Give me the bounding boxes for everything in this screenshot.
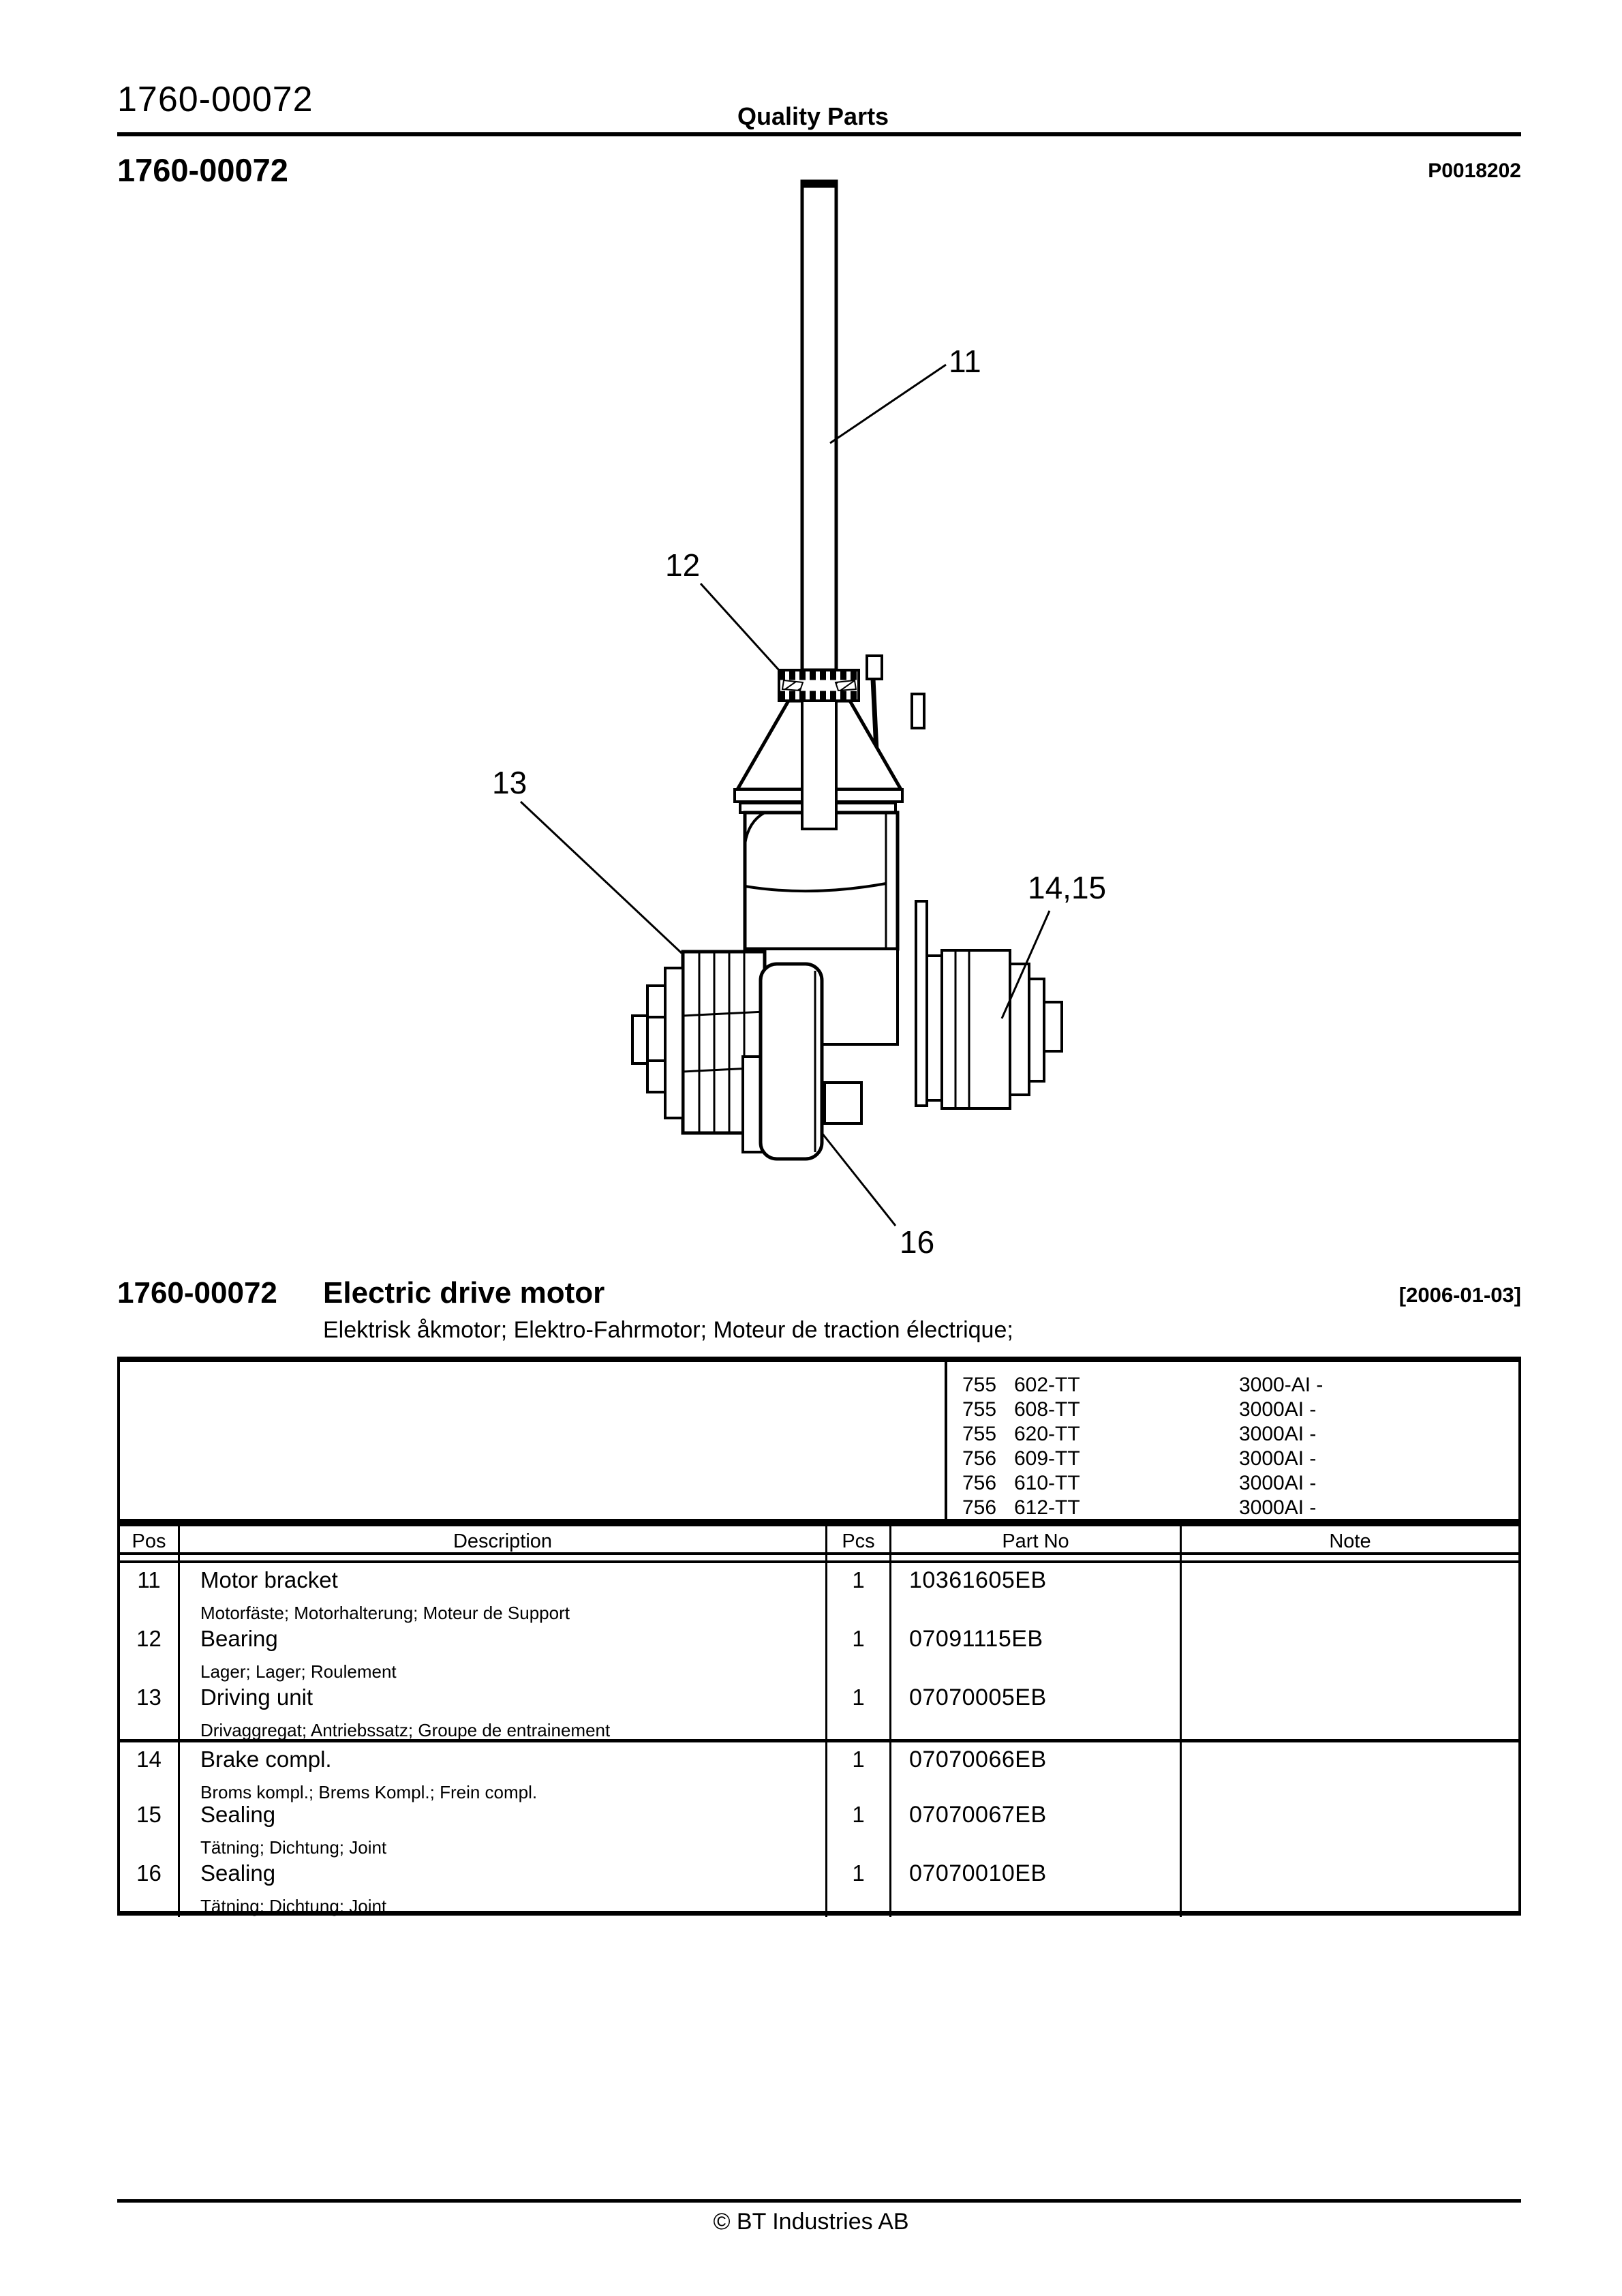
models-box-divider <box>945 1362 947 1519</box>
leader-12 <box>701 584 779 670</box>
section-date: [2006-01-03] <box>1398 1283 1521 1307</box>
model-variant: 3000AI - <box>1239 1423 1317 1445</box>
row-note <box>1182 1622 1518 1680</box>
col-header-description: Description <box>180 1526 827 1555</box>
model-code: 612-TT <box>1014 1496 1080 1519</box>
parts-table <box>117 1522 1521 1916</box>
row-description-cell <box>180 1622 827 1680</box>
row-description-alt: Tätning; Dichtung; Joint <box>200 1837 387 1858</box>
section-number: 1760-00072 <box>117 1276 277 1310</box>
row-part-no: 07070005EB <box>891 1680 1182 1739</box>
model-series: 755 <box>962 1374 997 1396</box>
row-description-cell <box>180 1856 827 1917</box>
model-series: 756 <box>962 1447 997 1470</box>
section-subtitle: Elektrisk åkmotor; Elektro-Fahrmotor; Moteur de traction électrique; <box>323 1317 1013 1343</box>
model-series: 755 <box>962 1398 997 1421</box>
model-variant: 3000-AI - <box>1239 1374 1323 1396</box>
model-row <box>962 1422 1512 1447</box>
row-part-no: 07070067EB <box>891 1798 1182 1856</box>
row-pos: 16 <box>120 1856 180 1917</box>
row-description: Driving unit <box>200 1685 313 1710</box>
model-series: 756 <box>962 1472 997 1494</box>
model-series: 755 <box>962 1423 997 1445</box>
row-pos: 12 <box>120 1622 180 1680</box>
row-description-cell <box>180 1739 827 1802</box>
footer-copyright: © BT Industries AB <box>713 2209 909 2235</box>
callout-14-15: 14,15 <box>1028 870 1107 905</box>
figure-bearing-collar <box>779 670 859 701</box>
row-note <box>1182 1680 1518 1739</box>
model-row <box>962 1373 1512 1398</box>
model-code: 620-TT <box>1014 1423 1080 1445</box>
section-title: Electric drive motor <box>323 1276 605 1310</box>
row-pcs: 1 <box>827 1856 891 1917</box>
model-row <box>962 1496 1512 1520</box>
model-variant: 3000AI - <box>1239 1496 1317 1519</box>
row-note <box>1182 1739 1518 1798</box>
model-row <box>962 1447 1512 1471</box>
footer-rule <box>117 2199 1521 2203</box>
row-description: Bearing <box>200 1626 278 1651</box>
row-description-alt: Drivaggregat; Antriebssatz; Groupe de entrainement <box>200 1720 611 1740</box>
callout-12: 12 <box>665 547 701 583</box>
row-description: Sealing <box>200 1802 276 1827</box>
model-code: 609-TT <box>1014 1447 1080 1470</box>
row-description-alt: Tätning; Dichtung; Joint <box>200 1896 387 1916</box>
model-variant: 3000AI - <box>1239 1398 1317 1421</box>
row-note <box>1182 1798 1518 1856</box>
model-variant: 3000AI - <box>1239 1472 1317 1494</box>
model-code: 602-TT <box>1014 1374 1080 1396</box>
model-series: 756 <box>962 1496 997 1519</box>
row-pcs: 1 <box>827 1798 891 1856</box>
row-pos: 14 <box>120 1739 180 1798</box>
row-note <box>1182 1856 1518 1917</box>
row-part-no: 07070010EB <box>891 1856 1182 1917</box>
row-pos: 15 <box>120 1798 180 1856</box>
leader-16 <box>822 1133 896 1226</box>
header-double-rule <box>120 1555 180 1563</box>
row-description: Motor bracket <box>200 1567 338 1592</box>
leader-13 <box>521 802 682 953</box>
row-part-no: 07091115EB <box>891 1622 1182 1680</box>
row-description-cell <box>180 1798 827 1856</box>
header-title: Quality Parts <box>737 102 889 130</box>
figure-drive-motor <box>492 181 1106 1260</box>
figure-shaft-bore <box>802 701 836 829</box>
figure-shaft <box>802 181 836 670</box>
row-pcs: 1 <box>827 1622 891 1680</box>
row-description: Sealing <box>200 1860 276 1886</box>
model-row <box>962 1398 1512 1422</box>
model-code: 610-TT <box>1014 1472 1080 1494</box>
row-description-alt: Motorfäste; Motorhalterung; Moteur de Support <box>200 1603 570 1623</box>
row-part-no: 10361605EB <box>891 1563 1182 1622</box>
row-pos: 11 <box>120 1563 180 1622</box>
callout-13: 13 <box>492 765 527 800</box>
section-doc-number: 1760-00072 <box>117 152 288 188</box>
row-part-no: 07070066EB <box>891 1739 1182 1798</box>
model-applicability-box <box>117 1357 1521 1522</box>
model-row <box>962 1471 1512 1496</box>
row-pcs: 1 <box>827 1680 891 1739</box>
callout-16: 16 <box>900 1224 935 1260</box>
row-description-cell <box>180 1563 827 1622</box>
col-header-note: Note <box>1182 1526 1518 1555</box>
row-description: Brake compl. <box>200 1747 332 1772</box>
leader-11 <box>830 365 946 443</box>
col-header-pos: Pos <box>120 1526 180 1555</box>
row-description-alt: Lager; Lager; Roulement <box>200 1661 397 1682</box>
col-header-part-no: Part No <box>891 1526 1182 1555</box>
row-description-alt: Broms kompl.; Brems Kompl.; Frein compl. <box>200 1782 538 1802</box>
row-pos: 13 <box>120 1680 180 1739</box>
row-note <box>1182 1563 1518 1622</box>
models-list <box>962 1373 1512 1520</box>
figure-reference-code: P0018202 <box>1428 160 1521 182</box>
row-pcs: 1 <box>827 1739 891 1798</box>
callout-11: 11 <box>949 344 981 379</box>
row-pcs: 1 <box>827 1563 891 1622</box>
header-doc-number: 1760-00072 <box>117 80 313 119</box>
col-header-pcs: Pcs <box>827 1526 891 1555</box>
model-variant: 3000AI - <box>1239 1447 1317 1470</box>
row-description-cell <box>180 1680 827 1739</box>
model-code: 608-TT <box>1014 1398 1080 1421</box>
